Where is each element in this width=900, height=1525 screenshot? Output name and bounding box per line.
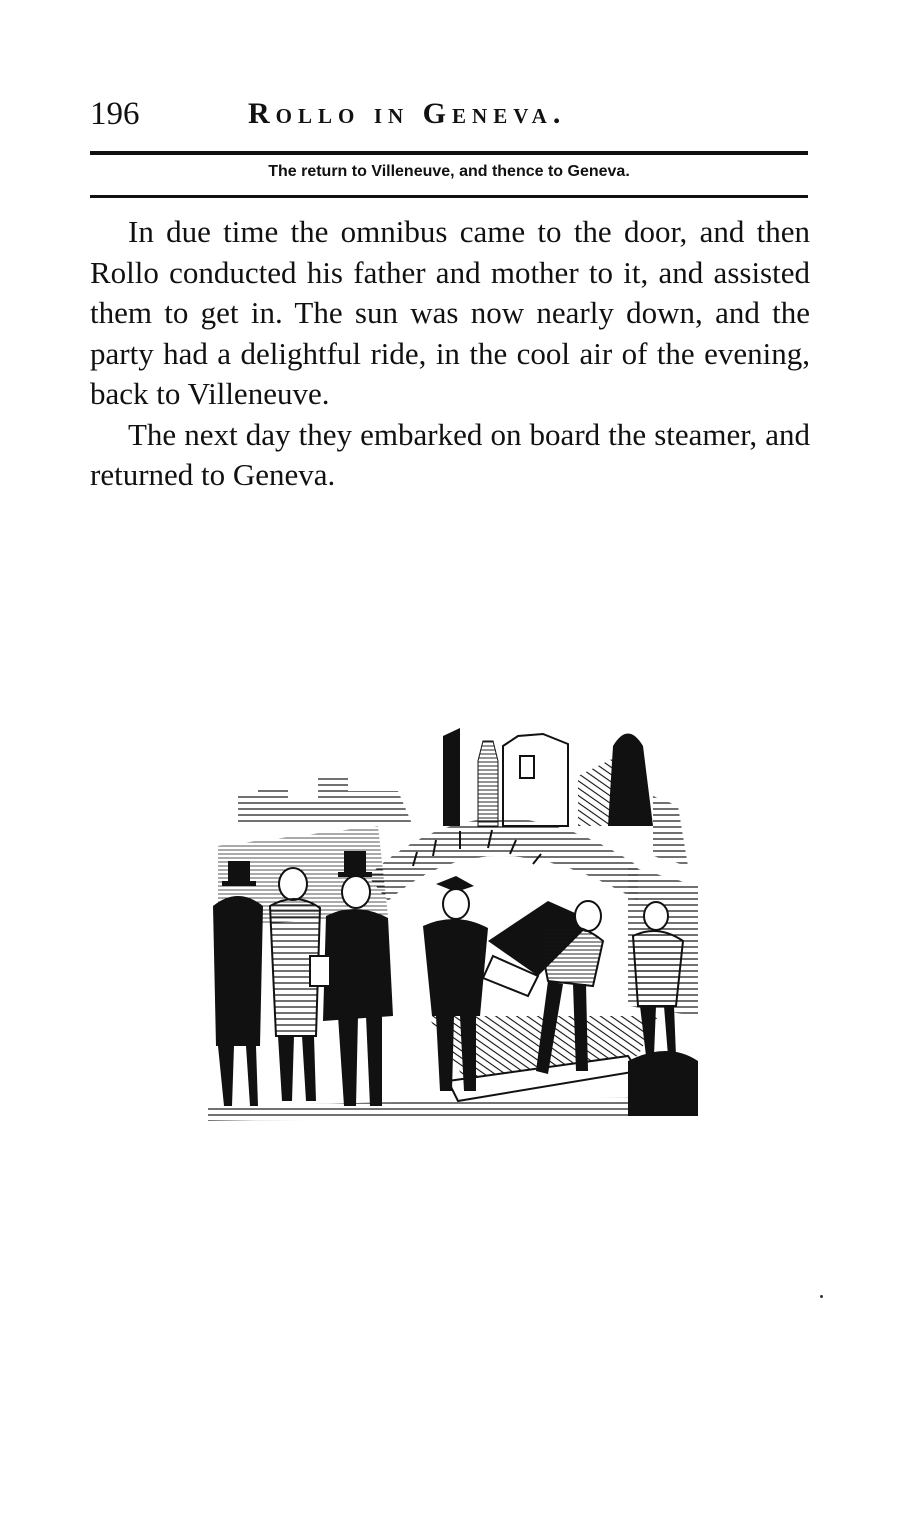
stray-ink-mark	[820, 1295, 823, 1298]
book-title: Rollo in Geneva.	[248, 97, 567, 130]
paragraph-2: The next day they embarked on board the steamer, and returned to Geneva.	[90, 416, 810, 492]
header-rule-top	[90, 151, 808, 155]
body-text	[90, 212, 810, 496]
header-rule-bottom	[90, 195, 808, 198]
paragraph-1: In due time the omnibus came to the door, and then Rollo conducted his father and mother to it, and assisted them to get in. The sun was now nearly down, and the party had a delightful ride, in the cool air of the evening, back to Villeneuve.	[90, 214, 810, 411]
running-head	[90, 92, 808, 136]
woodcut-illustration	[198, 716, 704, 1136]
page-number: 196	[90, 96, 140, 132]
section-subtitle: The return to Villeneuve, and thence to Geneva.	[268, 163, 630, 180]
